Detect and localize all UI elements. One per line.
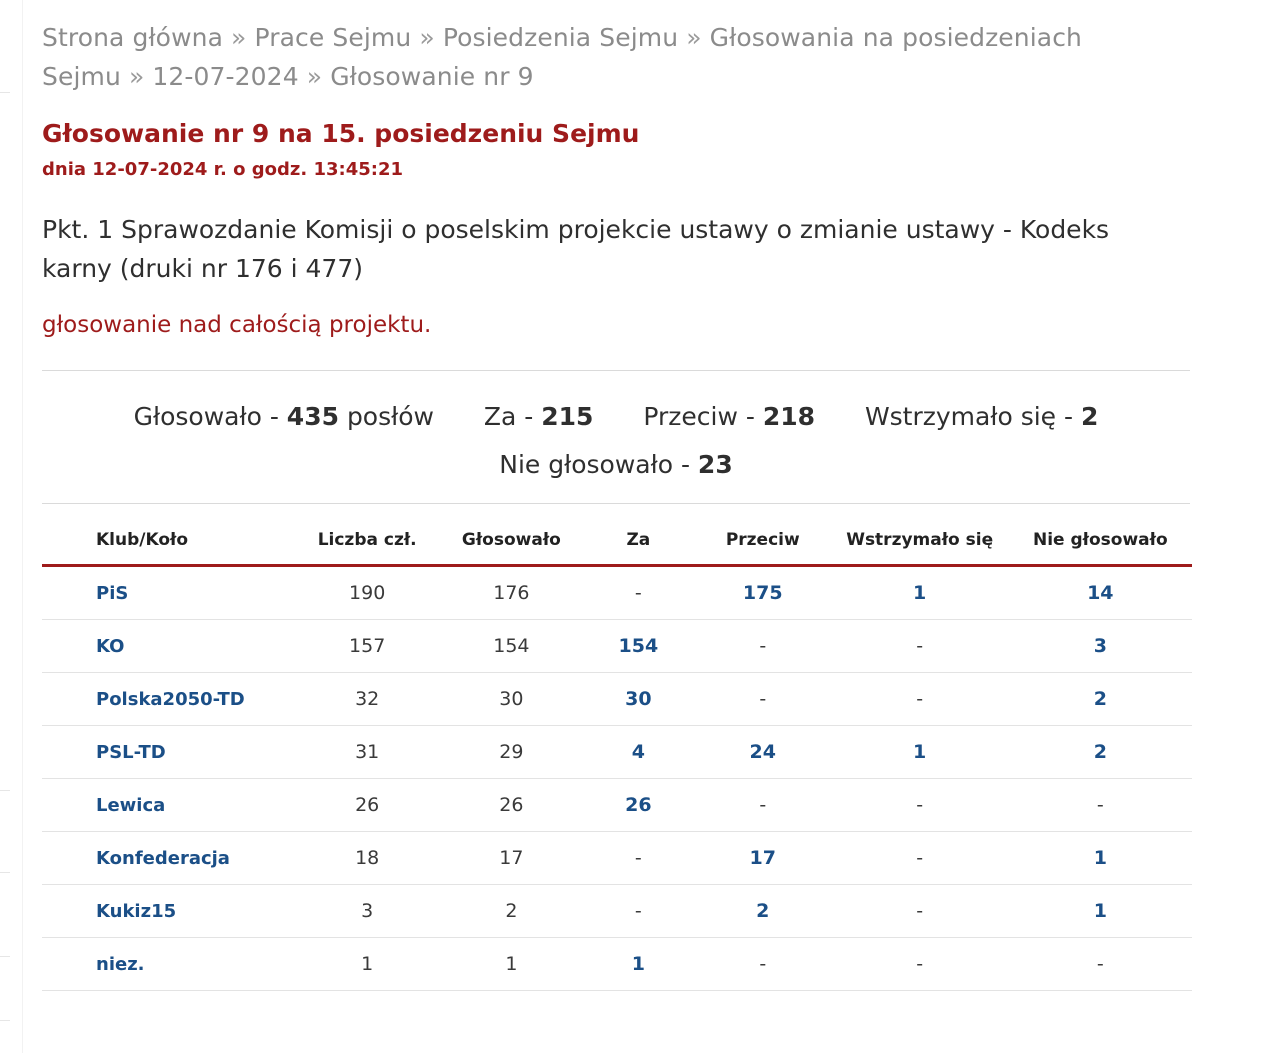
cell-club[interactable]: PiS	[42, 566, 293, 620]
table-row	[42, 832, 1192, 885]
breadcrumb-separator: »	[419, 23, 435, 52]
vote-summary	[42, 393, 1190, 489]
cell-voted: 176	[441, 566, 582, 620]
cell-notvoted[interactable]: 2	[1009, 726, 1192, 779]
breadcrumb-separator: »	[686, 23, 702, 52]
column-header-club: Klub/Koło	[42, 522, 293, 566]
cell-against[interactable]: 2	[695, 885, 831, 938]
cell-members: 1	[293, 938, 440, 991]
cell-voted: 17	[441, 832, 582, 885]
column-header-notvoted: Nie głosowało	[1009, 522, 1192, 566]
breadcrumb	[42, 18, 1102, 96]
cell-notvoted[interactable]: 1	[1009, 885, 1192, 938]
cell-abstained[interactable]: 1	[831, 726, 1009, 779]
cell-for: -	[582, 885, 695, 938]
summary-against-value: 218	[762, 402, 816, 431]
summary-voted-suffix: posłów	[346, 402, 434, 431]
cell-voted: 26	[441, 779, 582, 832]
table-header-row	[42, 522, 1192, 566]
divider-bottom	[42, 503, 1190, 504]
column-header-for: Za	[582, 522, 695, 566]
cell-voted: 30	[441, 673, 582, 726]
breadcrumb-separator: »	[231, 23, 247, 52]
page-content	[42, 0, 1192, 991]
summary-against	[643, 402, 823, 431]
cell-abstained: -	[831, 885, 1009, 938]
summary-abstained	[865, 402, 1098, 431]
cell-notvoted[interactable]: 14	[1009, 566, 1192, 620]
table-row	[42, 726, 1192, 779]
cell-abstained: -	[831, 673, 1009, 726]
cell-for[interactable]: 30	[582, 673, 695, 726]
page-title: Głosowanie nr 9 na 15. posiedzeniu Sejmu	[42, 119, 640, 148]
cell-club[interactable]: PSL-TD	[42, 726, 293, 779]
cell-club[interactable]: Polska2050-TD	[42, 673, 293, 726]
summary-against-label: Przeciw -	[643, 402, 755, 431]
summary-abstained-value: 2	[1080, 402, 1099, 431]
column-header-voted: Głosowało	[441, 522, 582, 566]
table-row	[42, 938, 1192, 991]
cell-notvoted: -	[1009, 938, 1192, 991]
cell-members: 157	[293, 620, 440, 673]
cell-abstained: -	[831, 832, 1009, 885]
table-row	[42, 673, 1192, 726]
column-header-against: Przeciw	[695, 522, 831, 566]
breadcrumb-separator: »	[306, 62, 323, 91]
cell-for[interactable]: 4	[582, 726, 695, 779]
page-subtitle: dnia 12-07-2024 r. o godz. 13:45:21	[42, 159, 403, 180]
summary-abstained-label: Wstrzymało się -	[864, 402, 1074, 431]
cell-voted: 154	[441, 620, 582, 673]
cell-notvoted: -	[1009, 779, 1192, 832]
table-row	[42, 620, 1192, 673]
cell-members: 3	[293, 885, 440, 938]
cell-against[interactable]: 175	[695, 566, 831, 620]
breadcrumb-item-current: Głosowanie nr 9	[330, 62, 534, 91]
cell-against: -	[695, 779, 831, 832]
column-header-members: Liczba czł.	[293, 522, 440, 566]
table-row	[42, 779, 1192, 832]
cell-abstained: -	[831, 620, 1009, 673]
vote-scope: głosowanie nad całością projektu.	[42, 312, 432, 338]
cell-voted: 29	[441, 726, 582, 779]
summary-voted-label: Głosowało -	[133, 402, 279, 431]
cell-against[interactable]: 24	[695, 726, 831, 779]
cell-abstained[interactable]: 1	[831, 566, 1009, 620]
summary-for	[484, 402, 602, 431]
cell-club[interactable]: Lewica	[42, 779, 293, 832]
table-body	[42, 566, 1192, 991]
cell-for[interactable]: 26	[582, 779, 695, 832]
summary-notvoted-label: Nie głosowało -	[499, 450, 690, 479]
cell-abstained: -	[831, 779, 1009, 832]
cell-abstained: -	[831, 938, 1009, 991]
cell-club[interactable]: KO	[42, 620, 293, 673]
column-header-abstained: Wstrzymało się	[831, 522, 1009, 566]
cell-voted: 2	[441, 885, 582, 938]
table-header	[42, 522, 1192, 566]
cell-for[interactable]: 154	[582, 620, 695, 673]
breadcrumb-item-prace-sejmu[interactable]: Prace Sejmu	[254, 23, 412, 52]
cell-notvoted[interactable]: 1	[1009, 832, 1192, 885]
summary-voted	[134, 402, 442, 431]
cell-members: 190	[293, 566, 440, 620]
summary-for-value: 215	[541, 402, 594, 431]
cell-for: -	[582, 832, 695, 885]
cell-against: -	[695, 673, 831, 726]
club-results-table	[42, 522, 1192, 991]
cell-against: -	[695, 620, 831, 673]
cell-against: -	[695, 938, 831, 991]
cell-against[interactable]: 17	[695, 832, 831, 885]
cell-for: -	[582, 566, 695, 620]
cell-members: 32	[293, 673, 440, 726]
summary-for-label: Za -	[483, 402, 534, 431]
cell-members: 31	[293, 726, 440, 779]
breadcrumb-item-glosowania[interactable]: Głosowania na posiedzeniach Sejmu	[42, 23, 1082, 91]
cell-club[interactable]: Konfederacja	[42, 832, 293, 885]
cell-notvoted[interactable]: 2	[1009, 673, 1192, 726]
breadcrumb-item-home[interactable]: Strona główna	[42, 23, 223, 52]
breadcrumb-separator: »	[128, 62, 145, 91]
divider-top	[42, 370, 1190, 371]
cell-voted: 1	[441, 938, 582, 991]
breadcrumb-item-date[interactable]: 12-07-2024	[152, 62, 299, 91]
cell-members: 18	[293, 832, 440, 885]
left-gutter	[0, 0, 23, 1053]
summary-notvoted-value: 23	[697, 450, 733, 479]
cell-club[interactable]: niez.	[42, 938, 293, 991]
table-row	[42, 885, 1192, 938]
cell-club[interactable]: Kukiz15	[42, 885, 293, 938]
point-description: Pkt. 1 Sprawozdanie Komisji o poselskim projekcie ustawy o zmianie ustawy - Kodeks karny (druki nr 176 i 477)	[42, 215, 1110, 283]
summary-notvoted	[499, 450, 732, 479]
cell-members: 26	[293, 779, 440, 832]
cell-notvoted[interactable]: 3	[1009, 620, 1192, 673]
breadcrumb-item-posiedzenia[interactable]: Posiedzenia Sejmu	[442, 23, 679, 52]
cell-for[interactable]: 1	[582, 938, 695, 991]
table-row	[42, 566, 1192, 620]
summary-voted-value: 435	[286, 402, 339, 431]
